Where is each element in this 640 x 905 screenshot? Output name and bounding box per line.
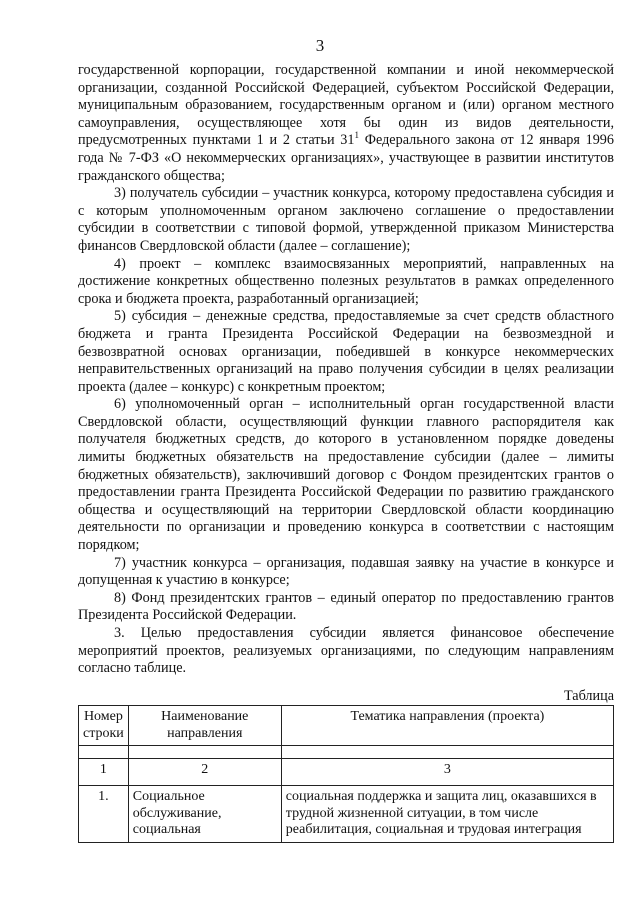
definition-item-8: 8) Фонд президентских грантов – единый оператор по предоставлению грантов Президента Российской Федерации. xyxy=(78,589,614,624)
directions-table xyxy=(78,705,614,843)
paragraph-text-tail: Федерального закона от 12 января 1996 года № 7-ФЗ «О некоммерческих организациях», участвующее в развитии институтов гражданского общества; xyxy=(78,132,614,184)
column-number-3: 3 xyxy=(281,759,613,786)
definition-item-3: 3) получатель субсидии – участник конкурса, которому предоставлена субсидия и с которым уполномоченным органом заключено соглашение о предоставлении субсидии в соответствии с типовой формой, утвержденной приказом Министерства финансов Свердловской области (далее – соглашение); xyxy=(78,185,614,254)
table-caption: Таблица xyxy=(563,688,614,704)
definition-item-4: 4) проект – комплекс взаимосвязанных мероприятий, направленных на достижение конкретных общественно полезных результатов в рамках определенного срока и бюджета проекта, разработанный организацией; xyxy=(78,255,614,307)
header-direction-name: Наименование направления xyxy=(128,706,281,746)
column-number-2: 2 xyxy=(128,759,281,786)
table-row xyxy=(79,786,614,843)
definition-item-7: 7) участник конкурса – организация, подавшая заявку на участие в конкурсе и допущенная к участию в конкурсе; xyxy=(78,554,614,589)
page-number: 3 xyxy=(315,36,325,55)
paragraph-continuation xyxy=(78,62,614,185)
document-body xyxy=(78,62,614,678)
superscript: 1 xyxy=(354,130,359,141)
definition-item-5: 5) субсидия – денежные средства, предоставляемые за счет средств областного бюджета и гранта Президента Российской Федерации на безвозмездной и безвозвратной основах организации, победившей в конкурсе некоммерческих неправительственных организаций на право получения субсидии в целях реализации проекта (далее – конкурс) с конкретным проектом; xyxy=(78,308,614,395)
paragraph-text: государственной корпорации, государственной компании и иной некоммерческой организации, созданной Российской Федерацией, субъектом Российской Федерации, муниципальным образованием, государственным органом и (или) органом местного самоуправления, осуществляющее хотя бы один из видов деятельности, предусмотренных пунктами 1 и 2 статьи 31 xyxy=(78,62,614,149)
header-direction-topic: Тематика направления (проекта) xyxy=(281,706,613,746)
table-column-numbers-row xyxy=(79,759,614,786)
row-direction-name: Социальное обслуживание, социальная xyxy=(128,786,281,843)
table-header-row xyxy=(79,706,614,746)
definition-item-6: 6) уполномоченный орган – исполнительный орган государственной власти Свердловской области, осуществляющий функции главного распорядителя как получателя бюджетных средств, до которого в установленном порядке доведены лимиты бюджетных обязательств на предоставление субсидии (далее – лимиты бюджетных обязательств), заключивший договор с Фондом президентских грантов о предоставлении гранта Президента Российской Федерации по развитию гражданского общества и осуществляющий на территории Свердловской области координацию деятельности по организации и проведению конкурса в соответствии с настоящим порядком; xyxy=(78,396,614,554)
clause-3: 3. Целью предоставления субсидии является финансовое обеспечение мероприятий проектов, реализуемых организациями, по следующим направлениям согласно таблице. xyxy=(78,625,614,677)
header-row-number: Номер строки xyxy=(79,706,129,746)
row-direction-topic: социальная поддержка и защита лиц, оказавшихся в трудной жизненной ситуации, в том числе реабилитация, социальная и трудовая интеграция xyxy=(281,786,613,843)
table-spacer-row xyxy=(79,746,614,759)
row-number: 1. xyxy=(79,786,129,843)
column-number-1: 1 xyxy=(79,759,129,786)
